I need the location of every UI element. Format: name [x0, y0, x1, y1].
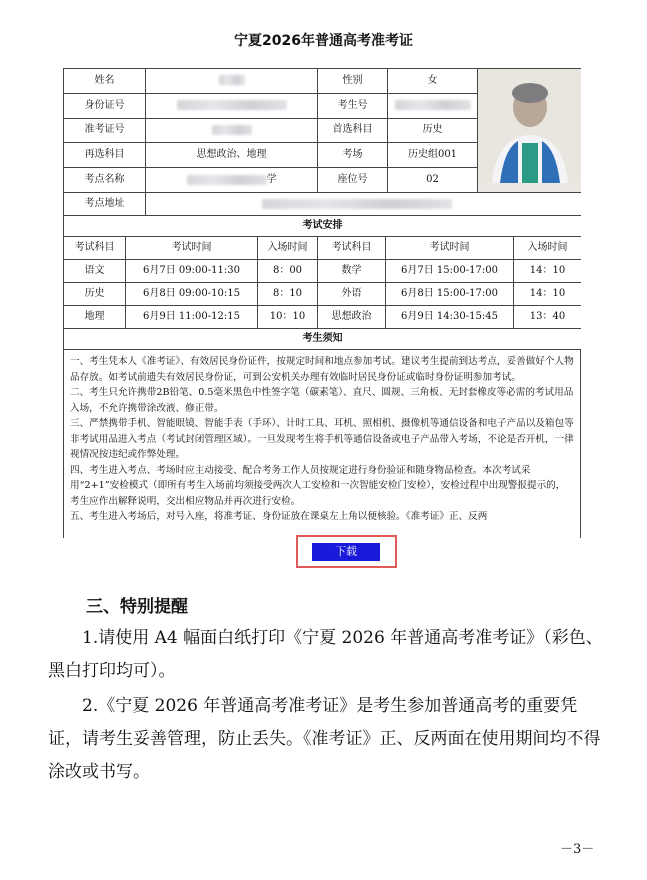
reselect-label: 再选科目 [64, 143, 146, 168]
seat-label: 座位号 [318, 168, 388, 193]
gender-value: 女 [388, 69, 478, 94]
page-number: －3－ [560, 842, 595, 857]
candidate-info-table [63, 68, 581, 216]
exam-no-value [388, 93, 478, 118]
address-label: 考点地址 [64, 193, 146, 216]
notes-heading: 考生须知 [64, 329, 582, 350]
id-value [146, 93, 318, 118]
schedule-heading: 考试安排 [64, 216, 582, 237]
schedule-cell: 8：10 [258, 283, 318, 306]
candidate-photo [478, 69, 582, 193]
exam-no-label: 考生号 [318, 93, 388, 118]
schedule-cell: 14：10 [514, 283, 582, 306]
id-label: 身份证号 [64, 93, 146, 118]
reminder-paragraph-2: 2.《宁夏 2026 年普通高考准考证》是考生参加普通高考的重要凭证，请考生妥善管理，防止丢失。《准考证》正、反两面在使用期间均不得涂改或书写。 [48, 696, 601, 782]
schedule-header: 入场时间 [514, 237, 582, 260]
table-row [64, 260, 582, 283]
section-heading: 三、特别提醒 [86, 597, 188, 617]
schedule-cell: 8：00 [258, 260, 318, 283]
table-row [64, 283, 582, 306]
schedule-header: 入场时间 [258, 237, 318, 260]
schedule-header: 考试时间 [126, 237, 258, 260]
note-item: 三、严禁携带手机、智能眼镜、智能手表（手环）、计时工具、耳机、照相机、摄像机等通信设备和电子产品以及箱包等非考试用品进入考点（考试封闭管理区域）。一旦发现考生将手机等通信设备或电子产品带入考场，不论是否开机，一律视情况按违纪或作弊处理。 [70, 418, 574, 460]
schedule-cell: 6月9日 11:00-12:15 [126, 306, 258, 329]
note-item: 二、考生只允许携带2B铅笔、0.5毫米黑色中性签字笔（碳素笔）、直尺、圆规、三角板、无封套橡皮等必需的考试用品入场，不允许携带涂改液、修正带。 [70, 387, 574, 414]
note-item: 五、考生进入考场后，对号入座，将准考证、身份证放在课桌左上角以便核验。《准考证》正、反两 [70, 511, 488, 522]
site-suffix: 学 [266, 174, 277, 186]
seat-value: 02 [388, 168, 478, 193]
photo-portrait-icon [478, 69, 581, 183]
note-item: 四、考生进入考点、考场时应主动接受、配合考务工作人员按规定进行身份验证和随身物品检查。本次考试采用“2+1”安检模式（即所有考生入场前均须接受两次人工安检和一次智能安检门安检），安检过程中出现警报提示的，考生应作出解释说明，交出相应物品并再次进行安检。 [70, 464, 566, 507]
schedule-cell: 6月8日 09:00-10:15 [126, 283, 258, 306]
name-value [146, 69, 318, 94]
schedule-cell: 历史 [64, 283, 126, 306]
schedule-cell: 6月9日 14:30-15:45 [386, 306, 514, 329]
room-value: 历史组001 [388, 143, 478, 168]
candidate-notes [63, 350, 581, 538]
download-button[interactable]: 下载 [312, 543, 380, 561]
first-subject-value: 历史 [388, 118, 478, 143]
reminder-paragraph-1: 1.请使用 A4 幅面白纸打印《宁夏 2026 年普通高考准考证》（彩色、黑白打印均可）。 [48, 628, 603, 681]
schedule-cell: 地理 [64, 306, 126, 329]
schedule-cell: 思想政治 [318, 306, 386, 329]
schedule-cell: 外语 [318, 283, 386, 306]
note-item: 一、考生凭本人《准考证》、有效居民身份证件，按规定时间和地点参加考试。建议考生提前到达考点，妥善做好个人物品存放。如考试前遗失有效居民身份证，可到公安机关办理有效临时居民身份证或临时身份证明参加考试。 [70, 356, 574, 383]
schedule-cell: 13：40 [514, 306, 582, 329]
exam-schedule-table [63, 216, 581, 350]
schedule-cell: 6月8日 15:00-17:00 [386, 283, 514, 306]
site-value [146, 168, 318, 193]
schedule-cell: 数学 [318, 260, 386, 283]
address-value [146, 193, 582, 216]
admission-card-title: 宁夏2026年普通高考准考证 [234, 33, 413, 49]
download-highlight [296, 535, 397, 568]
gender-label: 性别 [318, 69, 388, 94]
room-label: 考场 [318, 143, 388, 168]
schedule-header: 考试科目 [64, 237, 126, 260]
schedule-cell: 6月7日 09:00-11:30 [126, 260, 258, 283]
schedule-cell: 语文 [64, 260, 126, 283]
first-subject-label: 首选科目 [318, 118, 388, 143]
admission-card [63, 68, 581, 538]
ticket-label: 准考证号 [64, 118, 146, 143]
schedule-cell: 6月7日 15:00-17:00 [386, 260, 514, 283]
schedule-cell: 10：10 [258, 306, 318, 329]
reselect-value: 思想政治、地理 [146, 143, 318, 168]
site-label: 考点名称 [64, 168, 146, 193]
name-label: 姓名 [64, 69, 146, 94]
schedule-header: 考试时间 [386, 237, 514, 260]
schedule-cell: 14：10 [514, 260, 582, 283]
schedule-header: 考试科目 [318, 237, 386, 260]
ticket-value [146, 118, 318, 143]
table-row [64, 306, 582, 329]
schedule-header-row [64, 237, 582, 260]
